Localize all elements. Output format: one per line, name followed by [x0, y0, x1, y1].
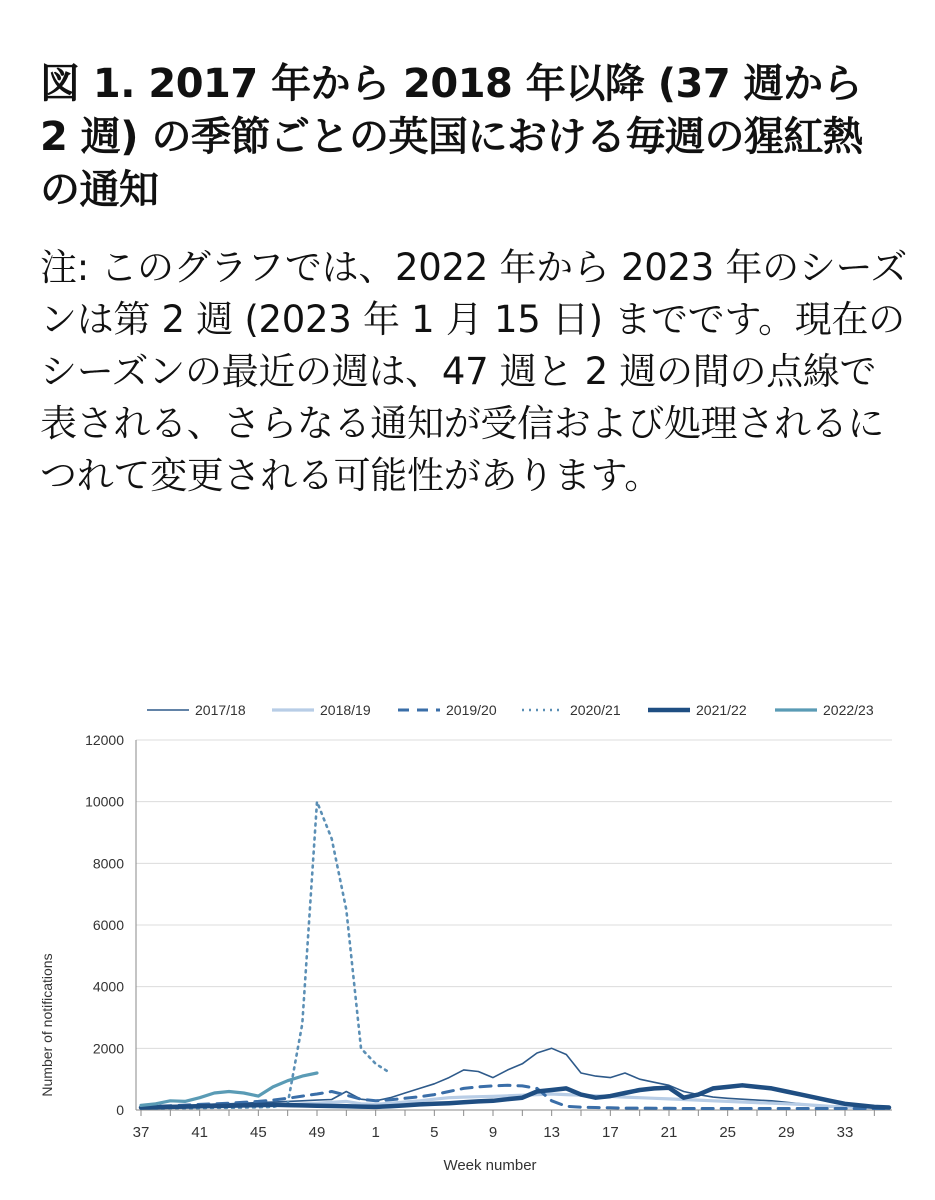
figure-title: 図 1. 2017 年から 2018 年以降 (37 週から 2 週) の季節ごとの英国における毎週の猩紅熱の通知 [40, 61, 863, 213]
x-tick-label: 25 [719, 1124, 737, 1141]
figure-note: 注: このグラフでは、2022 年から 2023 年のシーズンは第 2 週 (2023 年 1 月 15 日) までです。現在のシーズンの最近の週は、47 週と 2 週の間の点線で表される、さらなる通知が受信および処理されるにつれて変更される可能性があります。 [40, 246, 908, 497]
legend-label: 2018/19 [320, 702, 371, 718]
chart-grid [136, 740, 892, 1048]
y-axis [85, 732, 136, 1118]
x-tick-label: 41 [191, 1124, 209, 1141]
y-tick-label: 2000 [92, 1040, 124, 1057]
x-tick-label: 5 [430, 1124, 439, 1141]
legend-label: 2019/20 [446, 702, 497, 718]
x-tick-label: 37 [132, 1124, 150, 1141]
y-tick-label: 12000 [85, 732, 124, 748]
y-tick-label: 8000 [92, 855, 124, 872]
legend-label: 2022/23 [823, 702, 874, 718]
y-tick-label: 0 [116, 1102, 124, 1118]
chart-legend [147, 702, 874, 718]
y-tick-label: 10000 [85, 793, 124, 810]
y-tick-label: 4000 [92, 978, 124, 995]
x-tick-label: 9 [488, 1124, 498, 1141]
x-tick-label: 45 [249, 1124, 267, 1141]
x-axis [133, 1110, 892, 1141]
x-axis-label: Week number [443, 1157, 537, 1174]
x-tick-label: 49 [308, 1124, 326, 1141]
legend-label: 2020/21 [570, 702, 621, 718]
x-tick-label: 33 [836, 1124, 854, 1141]
x-tick-label: 21 [660, 1124, 678, 1141]
chart-lines [141, 802, 889, 1109]
y-axis-label: Number of notifications [39, 953, 55, 1097]
x-tick-label: 17 [601, 1124, 619, 1141]
x-tick-label: 1 [371, 1124, 380, 1141]
x-tick-label: 29 [777, 1124, 795, 1141]
y-tick-label: 6000 [92, 917, 124, 933]
legend-label: 2017/18 [195, 702, 246, 718]
legend-label: 2021/22 [696, 702, 747, 718]
x-tick-label: 13 [543, 1124, 561, 1141]
line-chart [0, 680, 935, 1180]
series-line-2020-21 [141, 802, 390, 1109]
